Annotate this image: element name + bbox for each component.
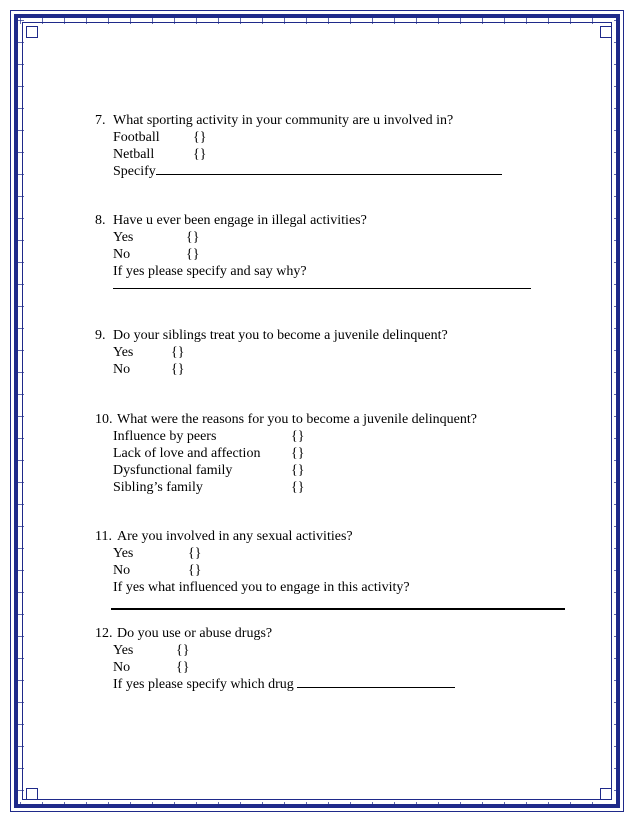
question-9-text: 9. Do your siblings treat you to become a juvenile delinquent? — [95, 328, 448, 343]
option-no[interactable]: No {} — [113, 247, 200, 262]
question-10-text: 10. What were the reasons for you to become a juvenile delinquent? — [95, 412, 477, 427]
question-8-text: 8. Have u ever been engage in illegal activities? — [95, 213, 367, 228]
option-no[interactable]: No {} — [113, 362, 185, 377]
question-11-text: 11. Are you involved in any sexual activities? — [95, 529, 353, 544]
option-yes[interactable]: Yes {} — [113, 546, 202, 561]
option-netball[interactable]: Netball {} — [113, 147, 207, 162]
corner-ornament — [600, 26, 612, 38]
question-10 — [95, 411, 585, 496]
checkbox-braces[interactable]: {} — [188, 546, 202, 561]
drug-blank[interactable] — [297, 687, 455, 688]
answer-line[interactable] — [111, 608, 565, 610]
option-football[interactable]: Football {} — [113, 130, 207, 145]
question-9 — [95, 327, 585, 378]
checkbox-braces[interactable]: {} — [291, 429, 305, 444]
checkbox-braces[interactable]: {} — [291, 463, 305, 478]
checkbox-braces[interactable]: {} — [176, 643, 190, 658]
followup-text: If yes what influenced you to engage in this activity? — [113, 580, 410, 595]
questionnaire — [95, 112, 585, 693]
checkbox-braces[interactable]: {} — [188, 563, 202, 578]
option-lack-of-love[interactable]: Lack of love and affection {} — [113, 446, 305, 461]
option-siblings-family[interactable]: Sibling’s family {} — [113, 480, 305, 495]
checkbox-braces[interactable]: {} — [186, 230, 200, 245]
question-12 — [95, 625, 585, 693]
checkbox-braces[interactable]: {} — [171, 362, 185, 377]
question-8 — [95, 212, 585, 289]
followup-text: If yes please specify and say why? — [113, 264, 307, 279]
checkbox-braces[interactable]: {} — [291, 480, 305, 495]
answer-line[interactable] — [113, 288, 531, 289]
checkbox-braces[interactable]: {} — [193, 147, 207, 162]
checkbox-braces[interactable]: {} — [291, 446, 305, 461]
specify-blank[interactable] — [156, 174, 502, 175]
option-yes[interactable]: Yes {} — [113, 345, 185, 360]
corner-ornament — [26, 788, 38, 800]
checkbox-braces[interactable]: {} — [171, 345, 185, 360]
question-7-text: 7. What sporting activity in your community are u involved in? — [95, 113, 454, 128]
option-influence-by-peers[interactable]: Influence by peers {} — [113, 429, 305, 444]
question-7 — [95, 112, 585, 180]
drug-specify-field[interactable]: If yes please specify which drug — [95, 676, 585, 693]
checkbox-braces[interactable]: {} — [186, 247, 200, 262]
corner-ornament — [26, 26, 38, 38]
question-12-text: 12. Do you use or abuse drugs? — [95, 626, 273, 641]
specify-field[interactable]: Specify — [95, 163, 585, 180]
question-11 — [95, 528, 585, 610]
option-yes[interactable]: Yes {} — [113, 643, 190, 658]
option-dysfunctional-family[interactable]: Dysfunctional family {} — [113, 463, 305, 478]
option-no[interactable]: No {} — [113, 660, 190, 675]
corner-ornament — [600, 788, 612, 800]
checkbox-braces[interactable]: {} — [193, 130, 207, 145]
option-no[interactable]: No {} — [113, 563, 202, 578]
checkbox-braces[interactable]: {} — [176, 660, 190, 675]
option-yes[interactable]: Yes {} — [113, 230, 200, 245]
